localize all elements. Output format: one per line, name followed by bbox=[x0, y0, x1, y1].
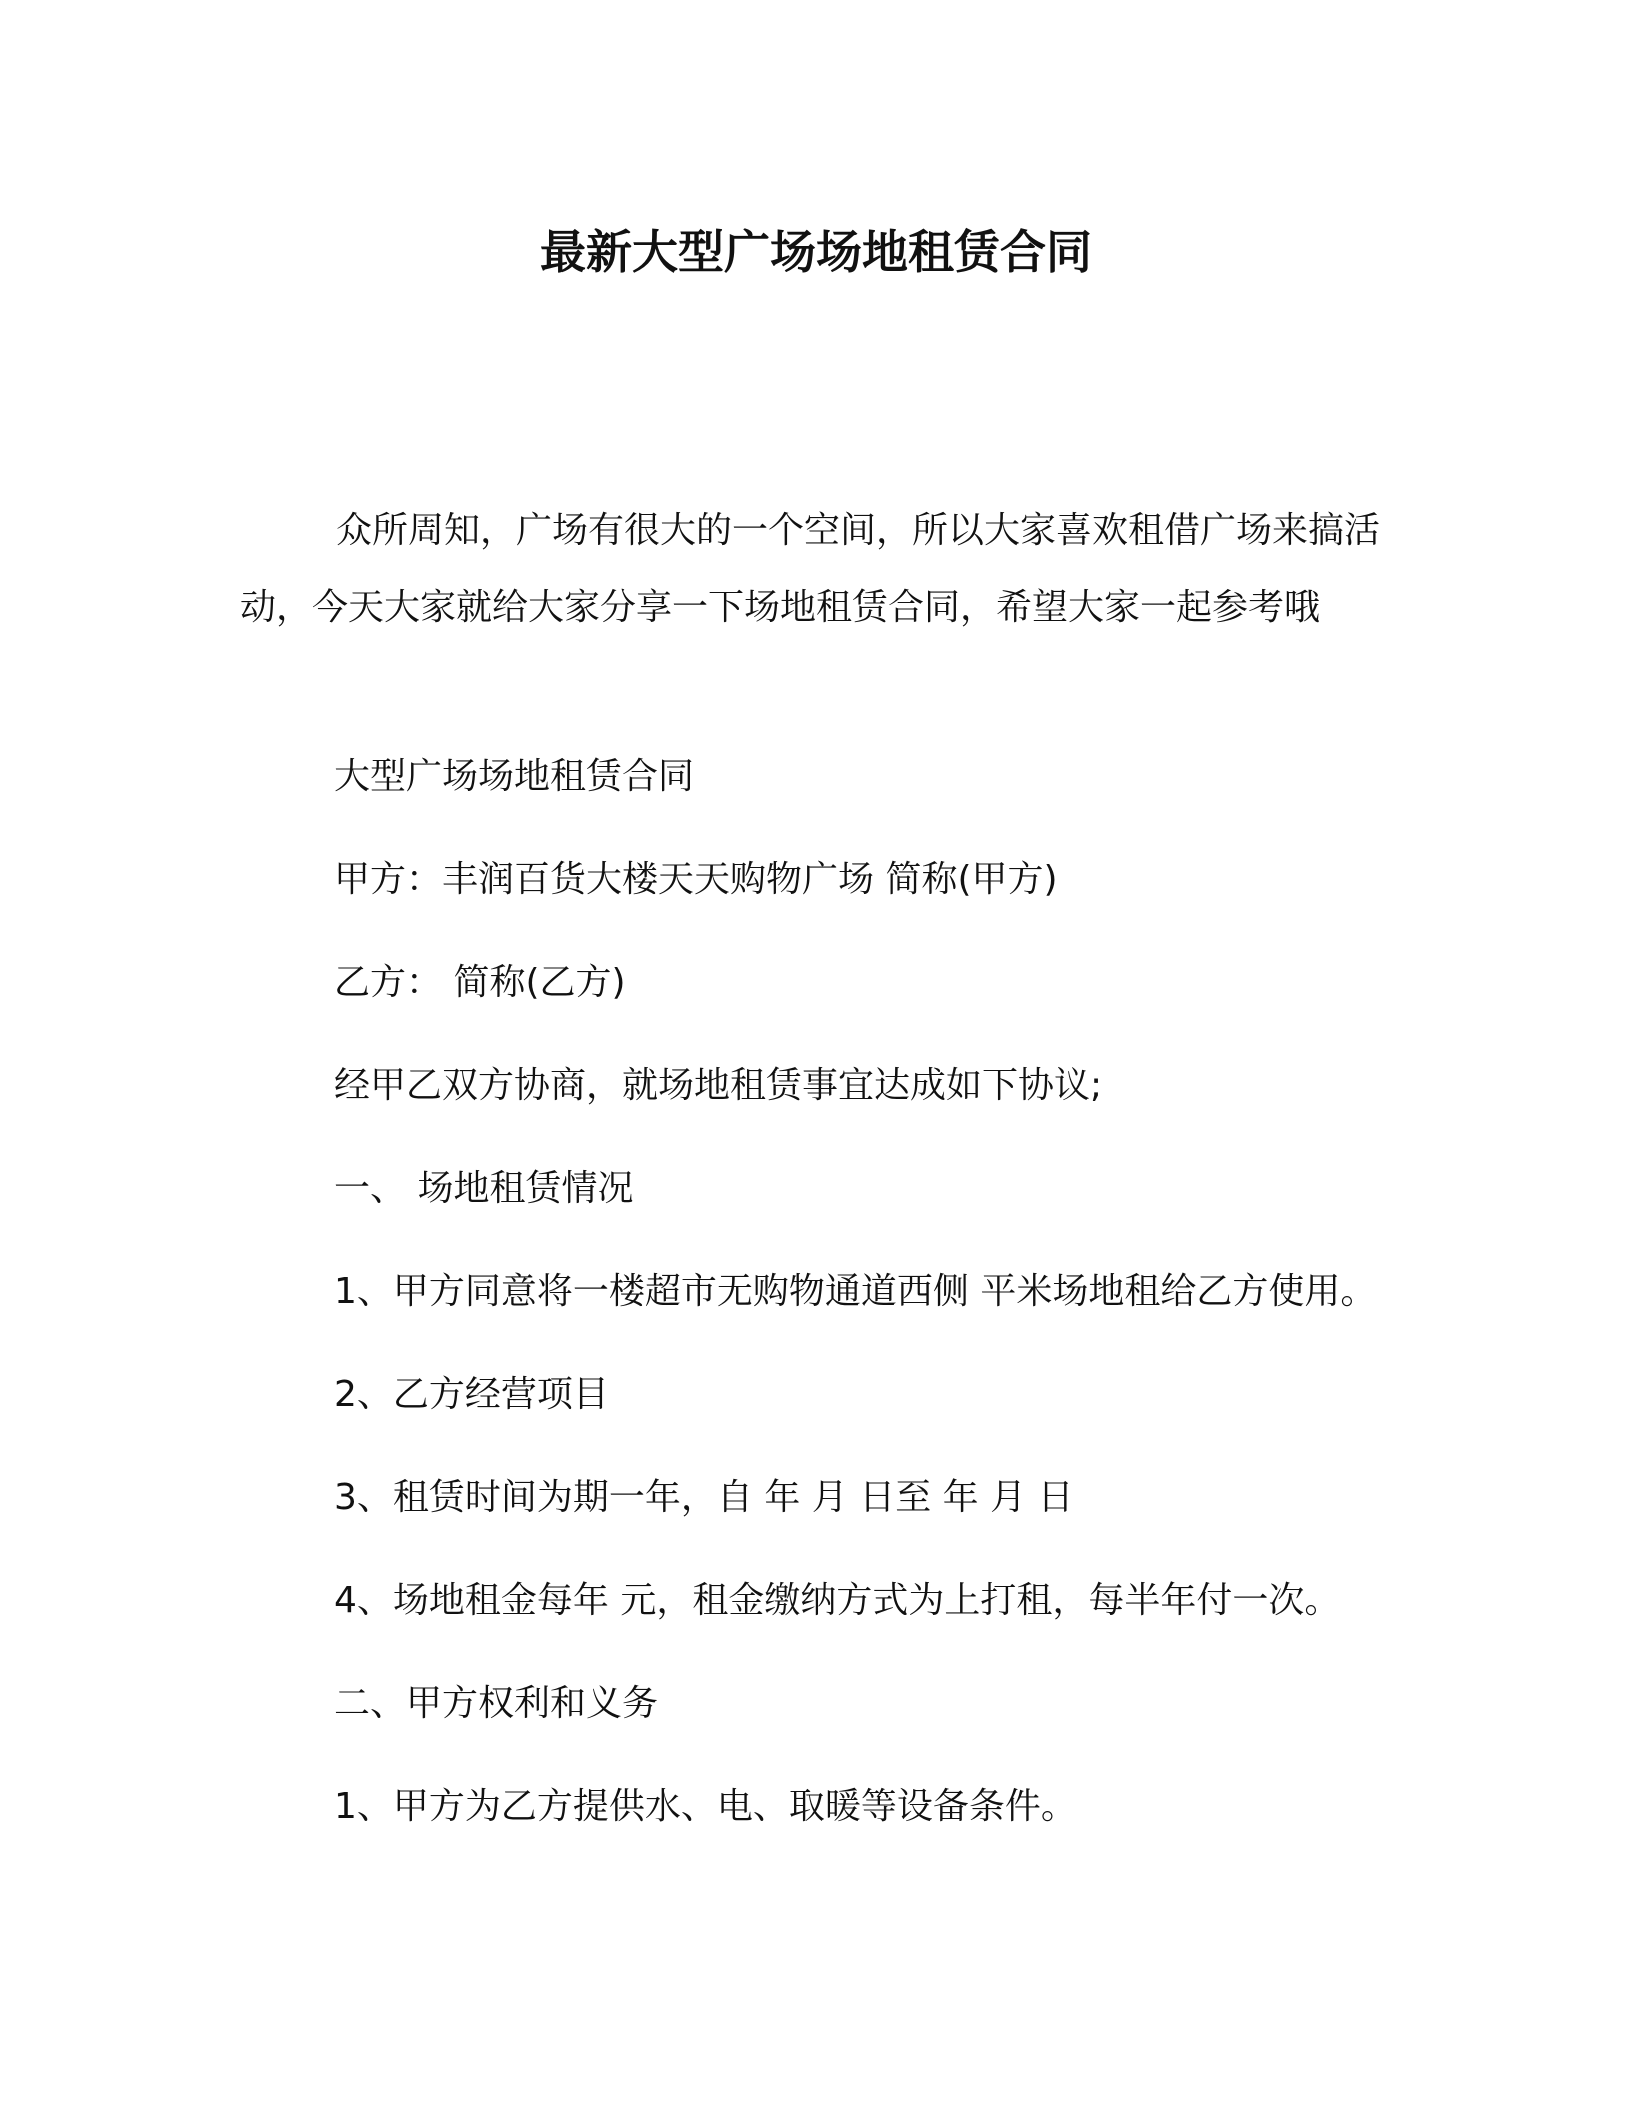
section-2-clause-1: 1、甲方为乙方提供水、电、取暖等设备条件。 bbox=[334, 1786, 1077, 1827]
party-a-line: 甲方：丰润百货大楼天天购物广场 简称(甲方) bbox=[334, 859, 1058, 900]
party-b-line: 乙方： 简称(乙方) bbox=[334, 962, 626, 1003]
section-1-heading: 一、 场地租赁情况 bbox=[334, 1168, 634, 1209]
agreement-preamble: 经甲乙双方协商，就场地租赁事宜达成如下协议; bbox=[334, 1065, 1103, 1106]
section-1-clause-2: 2、乙方经营项目 bbox=[334, 1374, 609, 1415]
section-2-heading: 二、甲方权利和义务 bbox=[334, 1683, 659, 1724]
section-1-clause-4: 4、场地租金每年 元，租金缴纳方式为上打租，每半年付一次。 bbox=[334, 1580, 1341, 1621]
contract-heading: 大型广场场地租赁合同 bbox=[334, 756, 695, 797]
intro-paragraph: 众所周知，广场有很大的一个空间，所以大家喜欢租借广场来搞活动，今天大家就给大家分享一下场地租赁合同，希望大家一起参考哦 bbox=[240, 510, 1381, 628]
section-1-clause-3: 3、租赁时间为期一年，自 年 月 日至 年 月 日 bbox=[334, 1477, 1074, 1518]
document-title: 最新大型广场场地租赁合同 bbox=[540, 225, 1092, 279]
section-1-clause-1: 1、甲方同意将一楼超市无购物通道西侧 平米场地租给乙方使用。 bbox=[334, 1271, 1377, 1312]
